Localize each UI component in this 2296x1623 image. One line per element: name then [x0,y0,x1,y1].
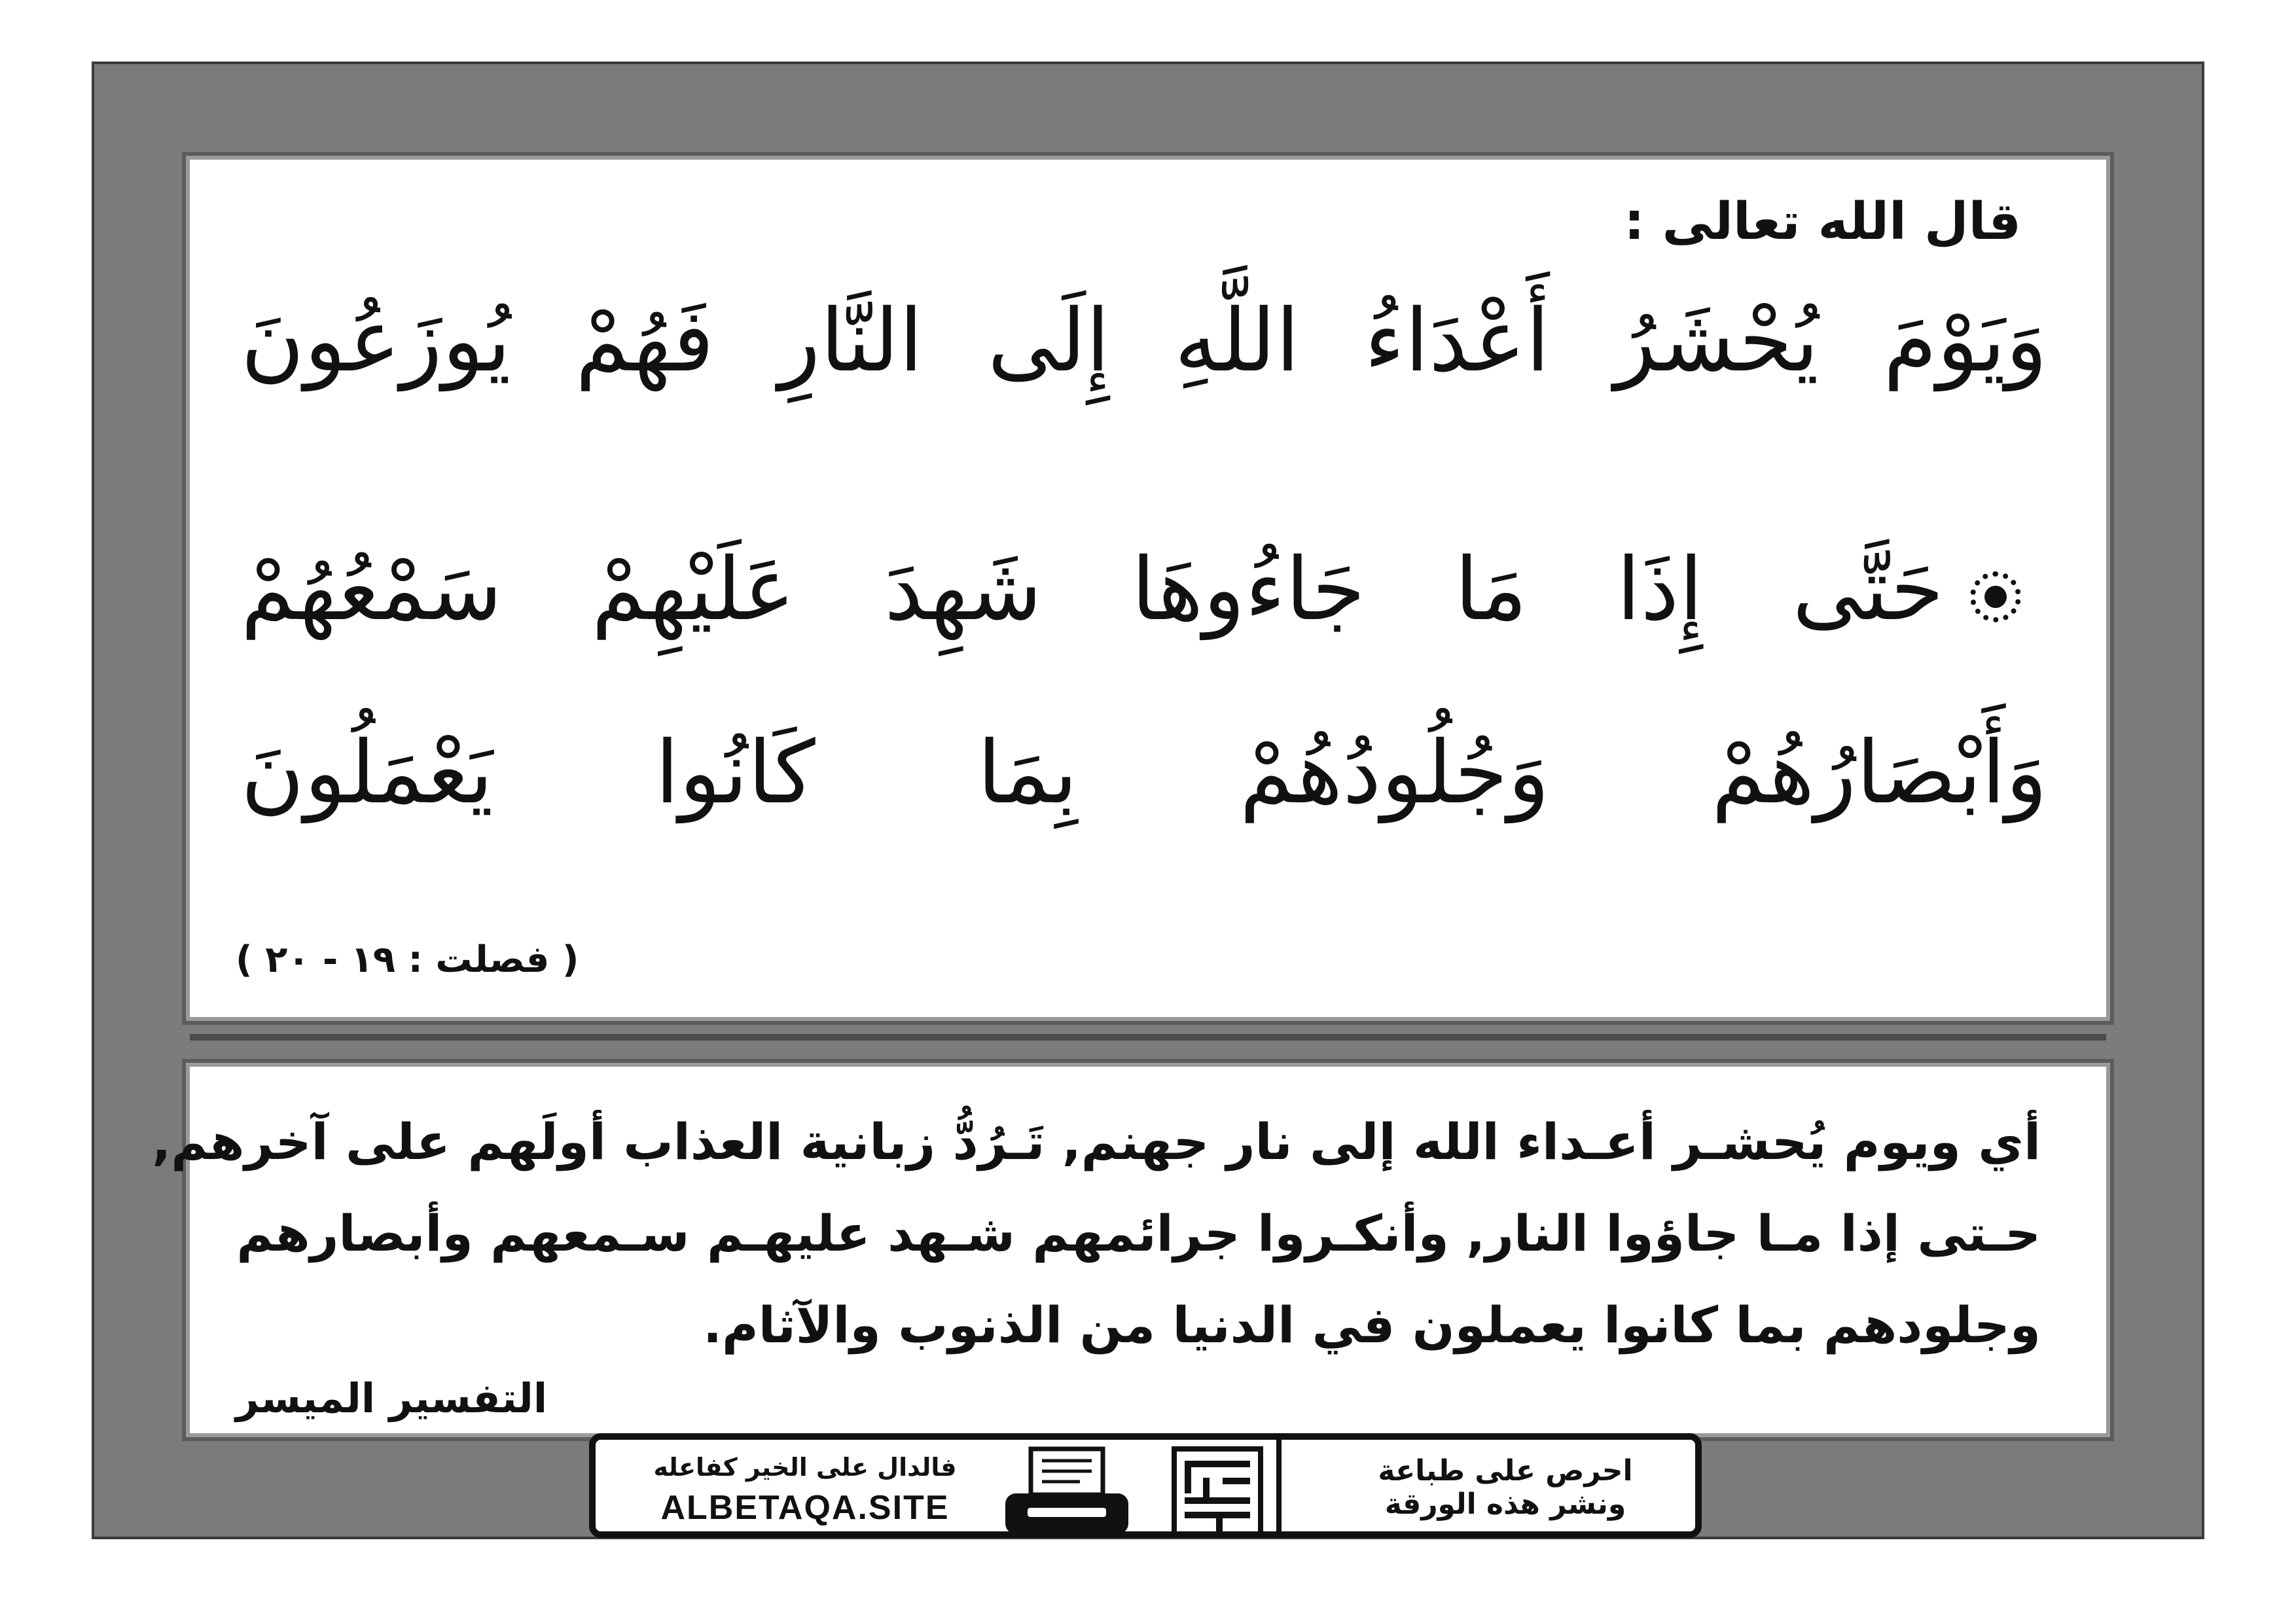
tafsir-line-2: حـتى إذا مـا جاؤوا النار, وأنكـروا جرائمهم شـهد عليهـم سـمعهم وأبصارهم [236,1204,2041,1262]
header-qal: قال الله تعالى : [1624,192,2021,251]
verse-line-2 [241,539,2047,640]
footer-site-link[interactable]: ALBETAQA.SITE [660,1489,950,1527]
footer-right-line-2: ونشر هذه الورقة [1384,1488,1626,1521]
footer-right [1342,1454,1669,1521]
verse-reference: ( فصلت : ١٩ - ٢٠ ) [236,938,579,981]
footer-bar [589,1433,1702,1538]
footer-divider [1276,1440,1282,1531]
tafsir-line-3: وجلودهم بما كانوا يعملون في الدنيا من الذنوب والآثام. [703,1296,2041,1354]
footer-left [622,1453,988,1527]
divider [190,1034,2106,1041]
ayah-end-icon [1970,571,2021,622]
verse-line-3: وَأَبْصَارُهُمْ وَجُلُودُهُمْ بِمَا كَانُوا يَعْمَلُونَ [241,722,2047,823]
tafsir-line-1: أي ويوم يُحشـر أعـداء الله إلى نار جهنم, تَـرُدُّ زبانية العذاب أولَهم على آخرهم, [152,1113,2041,1171]
verse-line-1: وَيَوْمَ يُحْشَرُ أَعْدَاءُ اللَّهِ إِلَى النَّارِ فَهُمْ يُوزَعُونَ [241,291,2047,391]
calligraphy-logo-icon [1172,1446,1263,1538]
tafsir-source: التفسير الميسر [236,1374,548,1422]
footer-right-line-1: احرص على طباعة [1378,1454,1633,1488]
verse-line-2-text: حَتَّى إِذَا مَا جَاءُوهَا شَهِدَ عَلَيْهِمْ سَمْعُهُمْ [241,539,1944,640]
verse-panel [190,160,2106,1017]
tafsir-panel [152,1067,2106,1433]
printer-icon [1001,1446,1132,1538]
footer-proverb: فالدال على الخير كفاعله [653,1453,957,1482]
